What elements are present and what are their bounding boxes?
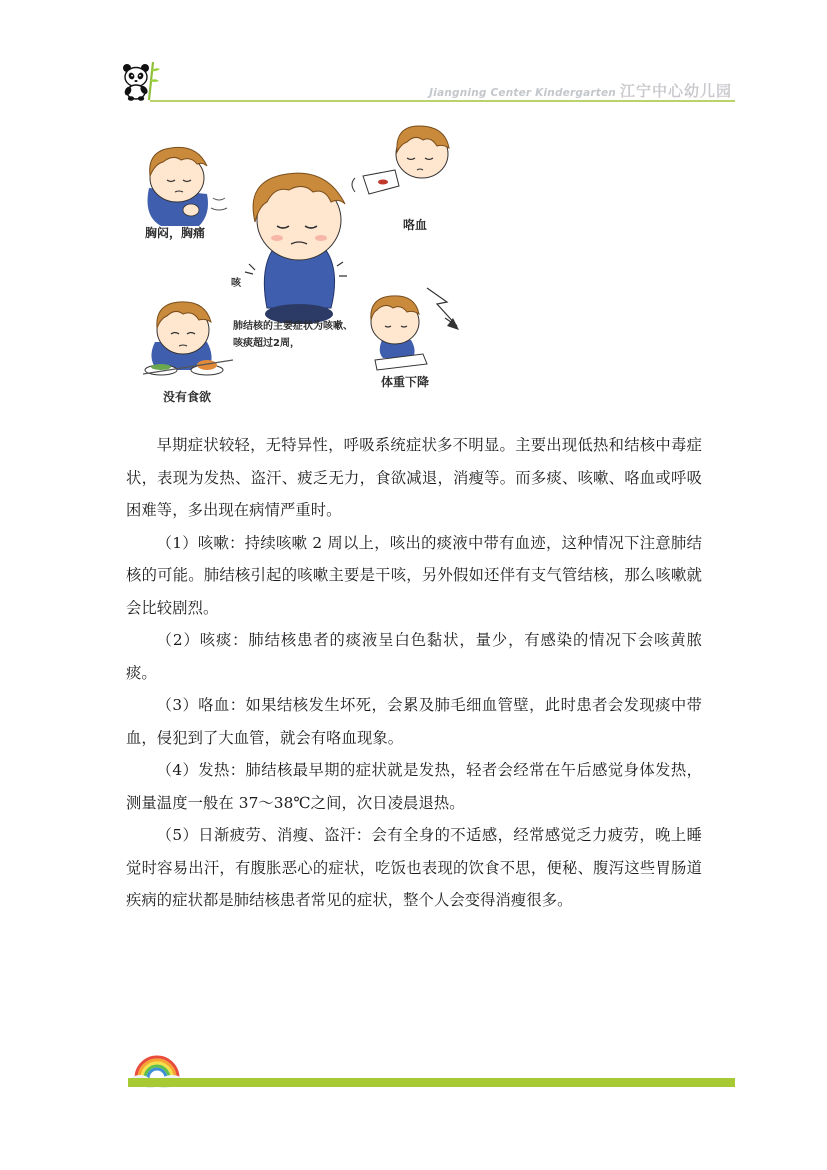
brand-chinese-name: 江宁中心幼儿园 [619, 82, 732, 100]
header-divider [150, 100, 735, 102]
paragraph-fatigue: （5）日渐疲劳、消瘦、盗汗：会有全身的不适感，经常感觉乏力疲劳，晚上睡觉时容易出汗，有腹胀恶心的症状，吃饭也表现的饮食不思，便秘、腹泻这些胃肠道疾病的症状都是肺结核患者常见的症状，整个人会变得消瘦很多。 [126, 826, 702, 909]
footer-bar [128, 1078, 735, 1087]
paragraph-hemoptysis: （3）咯血：如果结核发生坏死，会累及肺毛细血管壁，此时患者会发现痰中带血，侵犯到了大血管，就会有咯血现象。 [126, 696, 702, 747]
paragraph-intro: 早期症状较轻，无特异性，呼吸系统症状多不明显。主要出现低热和结核中毒症状，表现为发热、盗汗、疲乏无力，食欲减退，消瘦等。而多痰、咳嗽、咯血或呼吸困难等，多出现在病情严重时。 [126, 436, 702, 519]
label-cough-sound: 咳 [231, 278, 241, 289]
label-weight-loss: 体重下降 [381, 375, 430, 389]
symptom-illustration [127, 118, 467, 414]
description-line: 咳痰超过2周， [233, 338, 300, 349]
paragraph-fever: （4）发热：肺结核最早期的症状就是发热，轻者会经常在午后感觉身体发热，测量温度一般在 37～38℃之间，次日凌晨退热。 [126, 761, 702, 812]
label-no-appetite: 没有食欲 [163, 390, 212, 404]
symptom-cartoon-image [127, 118, 467, 414]
header-brand [429, 80, 732, 101]
panda-logo-icon [120, 58, 164, 102]
symptom-description [233, 318, 353, 352]
label-hemoptysis: 咯血 [403, 218, 428, 232]
article-body [126, 429, 702, 917]
label-chest-pain: 胸闷，胸痛 [145, 226, 206, 240]
description-line: 肺结核的主要症状为咳嗽、 [233, 321, 353, 332]
paragraph-cough: （1）咳嗽：持续咳嗽 2 周以上，咳出的痰液中带有血迹，这种情况下注意肺结核的可能。肺结核引起的咳嗽主要是干咳，另外假如还伴有支气管结核，那么咳嗽就会比较剧烈。 [126, 533, 702, 617]
page-header [0, 0, 827, 110]
brand-english-name: Jiangning Center Kindergarten [429, 87, 616, 99]
paragraph-sputum: （2）咳痰：肺结核患者的痰液呈白色黏状，量少，有感染的情况下会咳黄脓痰。 [126, 631, 702, 682]
